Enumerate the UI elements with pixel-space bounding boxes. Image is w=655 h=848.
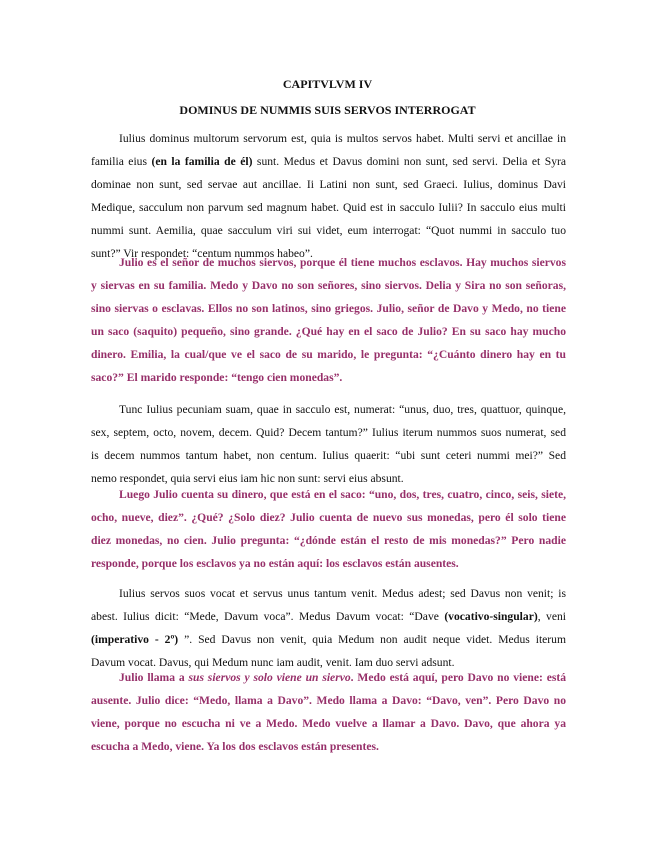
text-line: saco?” El marido responde: “tengo cien monedas”. [91, 371, 343, 384]
gloss-bold: (imperativo - 2º) [91, 633, 179, 646]
text-line: nummi sunt. Aemilia, quae sacculum viri sui videt, eum interrogat: “Quot nummi in sacculo tuo [91, 224, 566, 237]
text-line: Iulius servos suos vocat et servus unus tantum venit. Medus adest; sed Davus non venit; is [119, 587, 566, 600]
latin-paragraph-1 [91, 127, 566, 265]
spanish-paragraph-1 [91, 251, 566, 389]
gloss-bold: (vocativo-singular) [444, 610, 538, 623]
text-line: ocho, nueve, diez”. ¿Qué? ¿Solo diez? Julio cuenta de nuevo sus monedas, pero él solo tiene [91, 511, 566, 524]
text-line: diez monedas, no cien. Julio pregunta: “¿dónde están el resto de mis monedas?” Pero nadie [91, 534, 566, 547]
text-line: viene, porque no escucha ni ve a Medo. Medo vuelve a llamar a Davo. Davo, que ahora ya [91, 717, 566, 730]
text-line: dinero. Emilia, la cual/que ve el saco de su marido, le pregunta: “¿Cuánto dinero hay en tu [91, 348, 566, 361]
text-line [91, 150, 566, 173]
gloss-bold: (en la familia de él) [151, 155, 253, 168]
text-line: ausente. Julio dice: “Medo, llama a Davo”. Medo llama a Davo: “Davo, ven”. Pero Davo no [91, 694, 566, 707]
text-line: escucha a Medo, viene. Ya los dos esclavos están presentes. [91, 740, 379, 753]
text-line: Davum vocat. Davus, qui Medum nunc iam audit, venit. Iam duo servi adsunt. [91, 656, 455, 669]
section-title: DOMINUS DE NUMMIS SUIS SERVOS INTERROGAT [179, 103, 476, 117]
latin-paragraph-3 [91, 582, 566, 674]
text-line: sino siervas o esclavas. Ellos no son latinos, sino griegos. Julio, señor de Davo y Medo, no tiene [91, 302, 566, 315]
text-line: is decem nummos tantum habet, non centum. Iulius quaerit: “ubi sunt ceteri nummi mei?” Sed [91, 449, 566, 462]
text-span: abest. Iulius dicit: “Mede, Davum voca”. Medus Davum vocat: “Dave [91, 610, 445, 623]
text-span: sunt. Medus et Davus domini non sunt, sed servi. Delia et Syra [252, 155, 567, 168]
spanish-paragraph-3 [91, 666, 566, 758]
text-line: nemo respondet, quia servi eius iam hic non sunt: servi eius absunt. [91, 472, 404, 485]
text-line [91, 628, 566, 651]
text-line: dominae non sunt, sed servae aut ancillae. Ii Latini non sunt, sed Graeci. Iulius, dominus Davi [91, 178, 566, 191]
text-span: Julio llama a [119, 671, 189, 684]
text-span: ”. Sed Davus non venit, quia Medum non audit neque videt. Medus iterum [178, 633, 566, 646]
text-line [91, 666, 566, 689]
text-line: Luego Julio cuenta su dinero, que está en el saco: “uno, dos, tres, cuatro, cinco, seis, siete, [119, 488, 566, 501]
text-span: . Medo está aquí, pero Davo no viene: está [350, 671, 567, 684]
text-line: un saco (saquito) pequeño, sino grande. ¿Qué hay en el saco de Julio? En su saco hay mucho [91, 325, 566, 338]
text-line: Julio es el señor de muchos siervos, porque él tiene muchos esclavos. Hay muchos siervos [119, 256, 566, 269]
text-line: Iulius dominus multorum servorum est, quia is multos servos habet. Multi servi et ancillae in [119, 132, 566, 145]
text-line: sunt?” Vir respondet: “centum nummos habeo”. [91, 247, 313, 260]
text-line: Tunc Iulius pecuniam suam, quae in sacculo est, numerat: “unus, duo, tres, quattuor, quinque, [119, 403, 566, 416]
spanish-paragraph-2 [91, 483, 566, 575]
text-line [91, 605, 566, 628]
text-line: responde, porque los esclavos ya no están aquí: los esclavos están ausentes. [91, 557, 459, 570]
italic-span: sus siervos y solo viene un siervo [188, 671, 351, 684]
text-line: sex, septem, octo, novem, decem. Quid? Decem tantum?” Iulius iterum nummos suos numerat, sed [91, 426, 566, 439]
chapter-title: CAPITVLVM IV [282, 77, 373, 91]
text-span: , veni [537, 610, 566, 623]
latin-paragraph-2 [91, 398, 566, 490]
text-line: y siervas en su familia. Medo y Davo no son señores, sino siervos. Delia y Sira no son señoras, [91, 279, 566, 292]
text-line: Medique, sacculum non parvum sed magnum habet. Quid est in sacculo Iulii? In sacculo eius multi [91, 201, 566, 214]
text-span: familia eius [91, 155, 152, 168]
